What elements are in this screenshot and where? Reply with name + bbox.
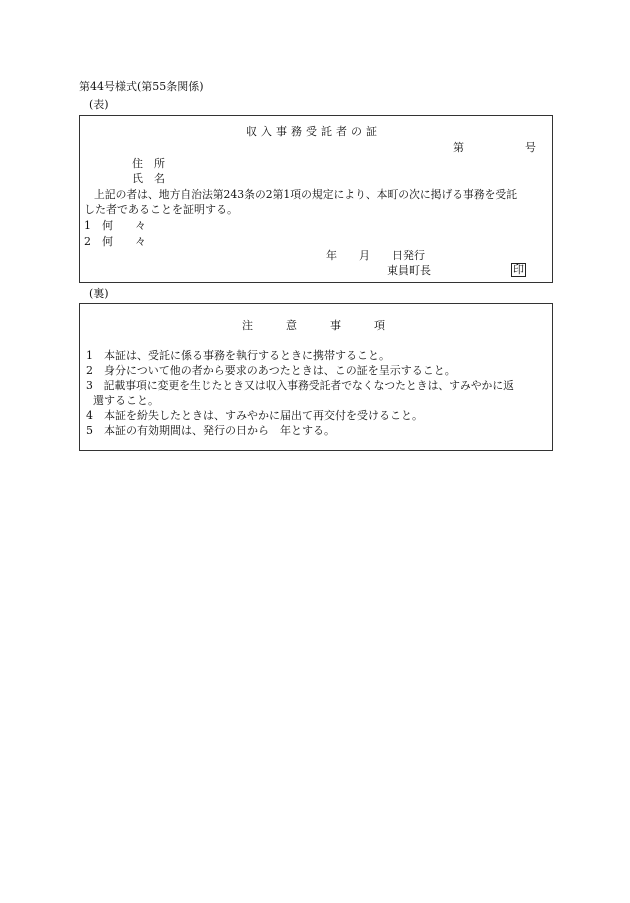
item-number: 2 bbox=[84, 235, 91, 248]
front-certificate-box bbox=[79, 115, 553, 283]
number-go: 号 bbox=[525, 141, 536, 154]
issue-date-line: 年 月 日発行 bbox=[326, 249, 425, 262]
notes-title: 注 意 事 項 bbox=[242, 319, 385, 332]
issuer-name: 東員町長 bbox=[387, 264, 431, 277]
back-notes-box bbox=[79, 303, 553, 451]
note-line: 還すること。 bbox=[93, 394, 159, 407]
note-line: 5 本証の有効期間は、発行の日から 年とする。 bbox=[86, 424, 335, 437]
name-label: 氏 名 bbox=[132, 172, 165, 185]
note-line: 3 記載事項に変更を生じたとき又は収入事務受託者でなくなつたときは、すみやかに返 bbox=[86, 379, 514, 392]
note-line: 2 身分について他の者から要求のあつたときは、この証を呈示すること。 bbox=[86, 364, 456, 377]
certificate-title: 収入事務受託者の証 bbox=[246, 125, 381, 138]
note-line: 1 本証は、受託に係る事務を執行するときに携帯すること。 bbox=[86, 349, 390, 362]
item-text: 何 々 bbox=[102, 235, 146, 248]
address-label: 住 所 bbox=[132, 157, 165, 170]
seal-mark bbox=[511, 263, 526, 277]
item-text: 何 々 bbox=[102, 219, 146, 232]
number-dai: 第 bbox=[453, 141, 464, 154]
form-number: 第44号様式(第55条関係) bbox=[79, 80, 204, 93]
seal-text: 印 bbox=[513, 263, 524, 276]
front-label: (表) bbox=[89, 98, 109, 111]
back-label: (裏) bbox=[89, 287, 109, 300]
body-line-2: した者であることを証明する。 bbox=[84, 203, 238, 216]
body-line-1: 上記の者は、地方自治法第243条の2第1項の規定により、本町の次に掲げる事務を受託 bbox=[94, 188, 518, 201]
note-line: 4 本証を紛失したときは、すみやかに届出て再交付を受けること。 bbox=[86, 409, 423, 422]
item-number: 1 bbox=[84, 219, 91, 232]
